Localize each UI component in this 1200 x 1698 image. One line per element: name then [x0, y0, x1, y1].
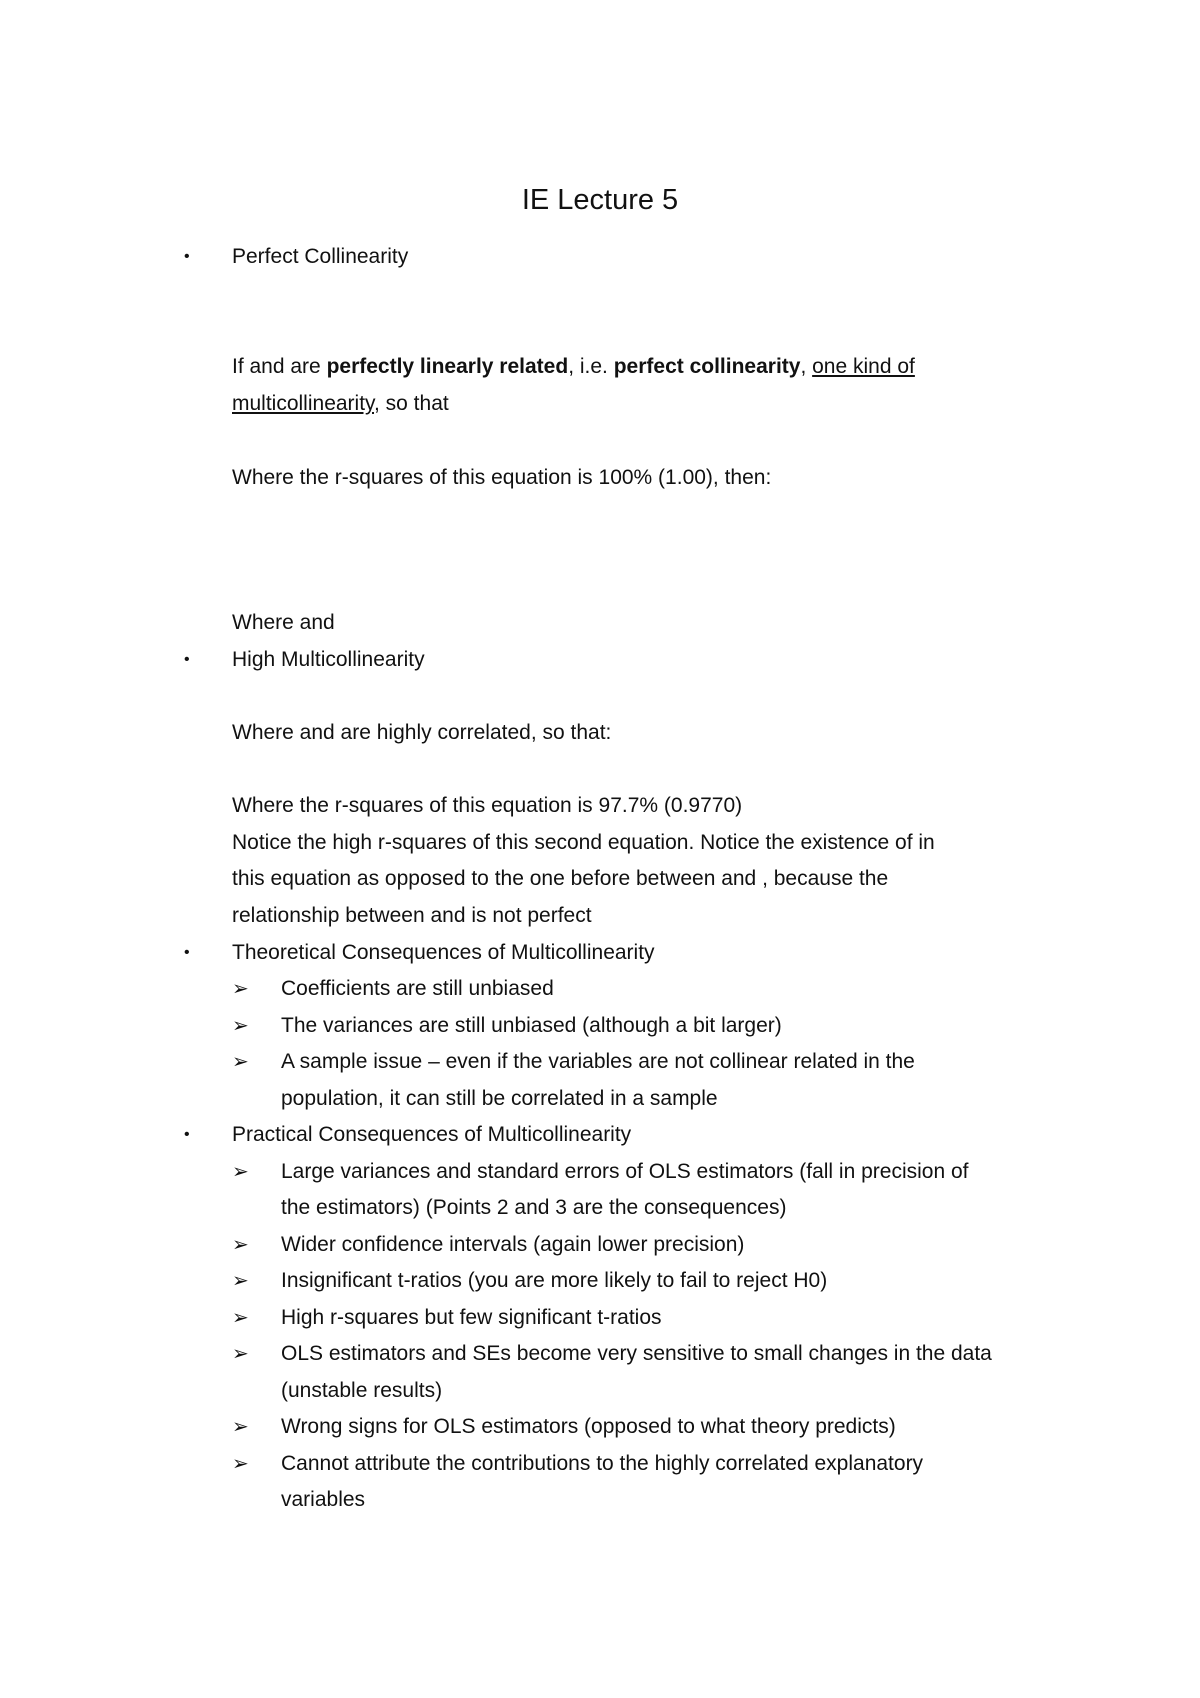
- arrow-bullet-icon: ➢: [232, 1270, 249, 1292]
- arrow-bullet-icon: ➢: [232, 1234, 249, 1256]
- list-item: Wrong signs for OLS estimators (opposed to what theory predicts): [281, 1415, 896, 1438]
- rsquare-perfect: Where the r-squares of this equation is 100% (1.00), then:: [232, 466, 772, 489]
- list-item: Insignificant t-ratios (you are more likely to fail to reject H0): [281, 1269, 828, 1292]
- arrow-bullet-icon: ➢: [232, 1307, 249, 1329]
- list-item-continuation: (unstable results): [281, 1379, 443, 1402]
- list-item: Coefficients are still unbiased: [281, 977, 554, 1000]
- arrow-bullet-icon: ➢: [232, 1453, 249, 1475]
- list-item: Large variances and standard errors of OLS estimators (fall in precision of: [281, 1160, 969, 1183]
- arrow-bullet-icon: ➢: [232, 1015, 249, 1037]
- arrow-bullet-icon: ➢: [232, 1416, 249, 1438]
- notice-line2: this equation as opposed to the one before between and , because the: [232, 867, 889, 890]
- notice-line3: relationship between and is not perfect: [232, 904, 592, 927]
- list-item: Wider confidence intervals (again lower precision): [281, 1233, 745, 1256]
- list-item: High r-squares but few significant t-ratios: [281, 1306, 662, 1329]
- list-item-continuation: variables: [281, 1488, 366, 1511]
- where-and-text: Where and: [232, 611, 335, 634]
- arrow-bullet-icon: ➢: [232, 1051, 249, 1073]
- bullet-icon: •: [184, 1126, 190, 1143]
- arrow-bullet-icon: ➢: [232, 978, 249, 1000]
- correlated-text: Where and are highly correlated, so that:: [232, 721, 612, 744]
- arrow-bullet-icon: ➢: [232, 1343, 249, 1365]
- arrow-bullet-icon: ➢: [232, 1161, 249, 1183]
- heading-practical-consequences: Practical Consequences of Multicollinearity: [232, 1123, 632, 1146]
- bullet-icon: •: [184, 944, 190, 961]
- list-item: The variances are still unbiased (although a bit larger): [281, 1014, 782, 1037]
- list-item: A sample issue – even if the variables are not collinear related in the: [281, 1050, 915, 1073]
- bullet-icon: •: [184, 651, 190, 668]
- bullet-icon: •: [184, 248, 190, 265]
- paragraph-perfect-line2: multicollinearity, so that: [232, 392, 449, 415]
- heading-perfect-collinearity: Perfect Collinearity: [232, 245, 409, 268]
- rsquare-high: Where the r-squares of this equation is 97.7% (0.9770): [232, 794, 743, 817]
- list-item: OLS estimators and SEs become very sensitive to small changes in the data: [281, 1342, 992, 1365]
- heading-theoretical-consequences: Theoretical Consequences of Multicollinearity: [232, 941, 655, 964]
- heading-high-multicollinearity: High Multicollinearity: [232, 648, 425, 671]
- list-item-continuation: the estimators) (Points 2 and 3 are the consequences): [281, 1196, 787, 1219]
- list-item-continuation: population, it can still be correlated in a sample: [281, 1087, 718, 1110]
- paragraph-perfect-line1: If and are perfectly linearly related, i.e. perfect collinearity, one kind of: [232, 355, 915, 378]
- notice-line1: Notice the high r-squares of this second equation. Notice the existence of in: [232, 831, 935, 854]
- list-item: Cannot attribute the contributions to the highly correlated explanatory: [281, 1452, 924, 1475]
- page-title: IE Lecture 5: [521, 184, 679, 216]
